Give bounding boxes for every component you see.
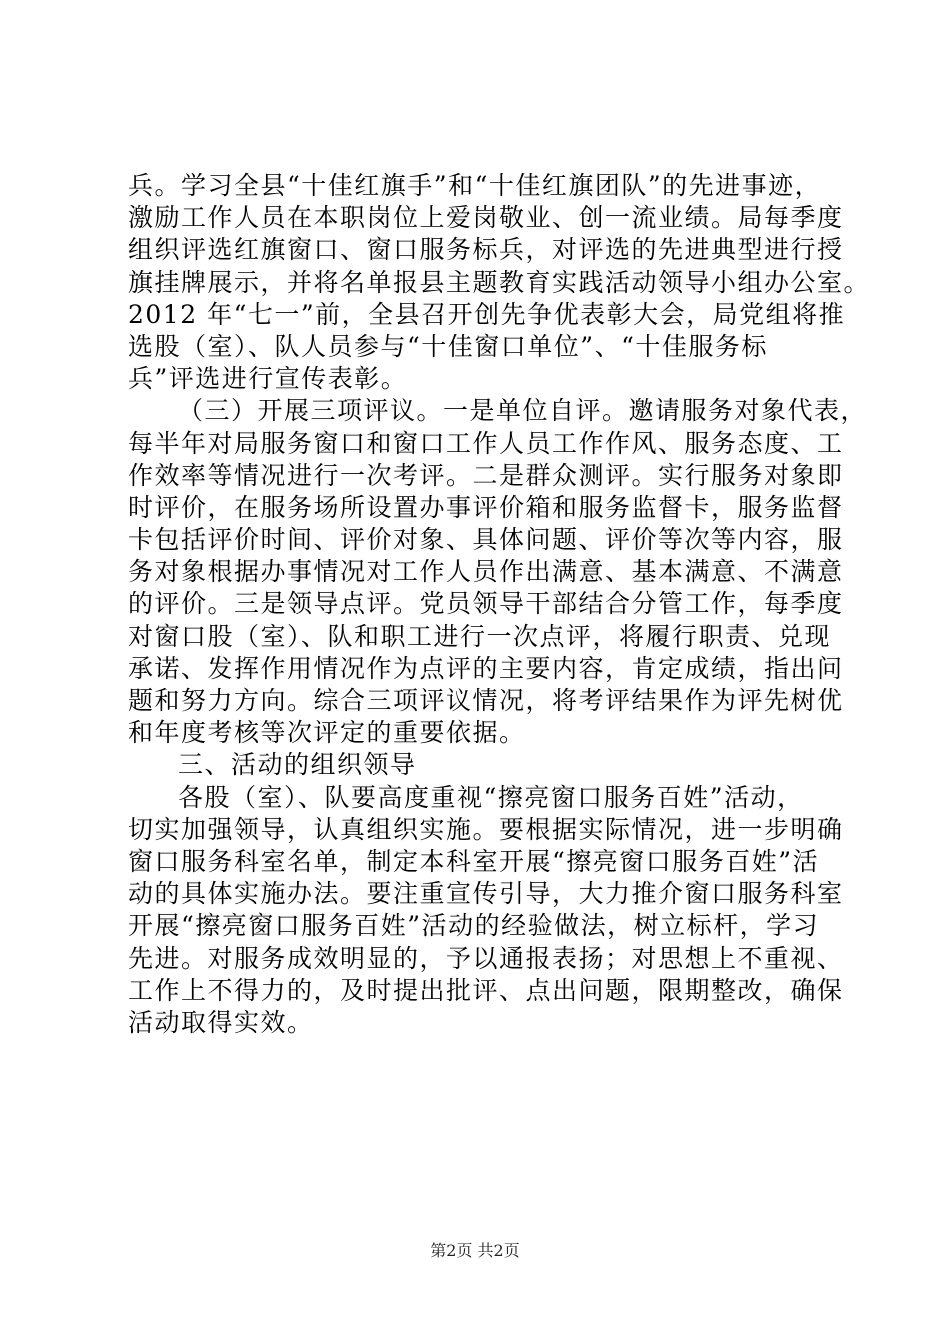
body-line: 窗口服务科室名单，制定本科室开展“擦亮窗口服务百姓”活	[128, 846, 820, 876]
body-line: 旗挂牌展示，并将名单报县主题教育实践活动领导小组办公室。	[128, 267, 871, 297]
body-line: 工作上不得力的，及时提出批评、点出问题，限期整改，确保	[128, 975, 844, 1005]
body-line: 组织评选红旗窗口、窗口服务标兵，对评选的先进典型进行授	[128, 235, 844, 265]
document-body	[128, 170, 871, 1039]
body-line: 务对象根据办事情况对工作人员作出满意、基本满意、不满意	[128, 557, 844, 587]
body-line: 兵。学习全县“十佳红旗手”和“十佳红旗团队”的先进事迹，	[128, 171, 822, 200]
body-line: 激励工作人员在本职岗位上爱岗敬业、创一流业绩。局每季度	[128, 203, 844, 233]
body-line: 承诺、发挥作用情况作为点评的主要内容，肯定成绩，指出问	[128, 653, 844, 683]
body-line: 开展“擦亮窗口服务百姓”活动的经验做法，树立标杆，学习	[128, 911, 820, 941]
body-line: 选股（室）、队人员参与“十佳窗口单位”、“十佳服务标	[128, 331, 768, 361]
page-number: 第2页 共2页	[430, 1241, 520, 1260]
body-line: 时评价，在服务场所设置办事评价箱和服务监督卡，服务监督	[128, 492, 844, 522]
body-line: 作效率等情况进行一次考评。二是群众测评。实行服务对象即	[128, 460, 844, 490]
body-line: 每半年对局服务窗口和窗口工作人员工作作风、服务态度、工	[128, 428, 844, 458]
body-line: 兵”评选进行宣传表彰。	[128, 364, 408, 394]
body-line: 和年度考核等次评定的重要依据。	[128, 718, 526, 748]
body-line: 卡包括评价时间、评价对象、具体问题、评价等次等内容，服	[128, 525, 844, 555]
body-line: 的评价。三是领导点评。党员领导干部结合分管工作，每季度	[128, 589, 844, 619]
body-line: 题和努力方向。综合三项评议情况，将考评结果作为评先树优	[128, 686, 844, 715]
page-footer	[0, 1238, 950, 1261]
body-line: 活动取得实效。	[128, 1007, 314, 1037]
body-line: 先进。对服务成效明显的，予以通报表扬；对思想上不重视、	[128, 943, 844, 973]
body-line: 动的具体实施办法。要注重宣传引导，大力推介窗口服务科室	[128, 879, 844, 909]
body-line: 对窗口股（室）、队和职工进行一次点评，将履行职责、兑现	[128, 621, 832, 651]
body-line: 切实加强领导，认真组织实施。要根据实际情况，进一步明确	[128, 814, 844, 844]
paragraph-start-line: 各股（室）、队要高度重视“擦亮窗口服务百姓”活动，	[178, 782, 804, 812]
section-heading: 三、活动的组织领导	[178, 750, 417, 780]
body-line: 2012 年“七一”前，全县召开创先争优表彰大会，局党组将推	[128, 299, 846, 329]
paragraph-start-line: （三）开展三项评议。一是单位自评。邀请服务对象代表，	[178, 396, 868, 426]
